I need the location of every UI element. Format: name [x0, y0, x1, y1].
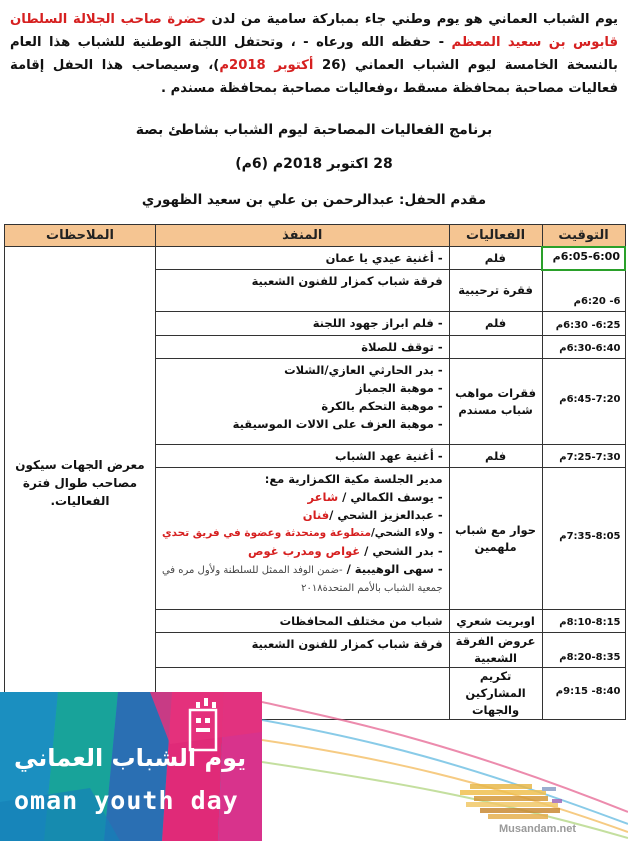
- executor-item: فرقة شباب كمزار للفنون الشعبية: [251, 274, 443, 288]
- dialogue-participant: [162, 560, 443, 596]
- table-header-row: [5, 225, 626, 247]
- activity-cell: فقرة ترحيبية: [449, 270, 542, 312]
- executor-cell: [155, 445, 449, 468]
- executor-cell: [155, 312, 449, 336]
- activity-cell: فلم: [449, 445, 542, 468]
- executor-item: - توقف للصلاة: [361, 340, 443, 354]
- executor-item: - أغنية عهد الشباب: [335, 449, 443, 463]
- executor-cell: [155, 610, 449, 633]
- executor-cell: [155, 359, 449, 445]
- time-cell: 8:10-8:15م: [542, 610, 625, 633]
- executor-cell: [155, 247, 449, 270]
- intro-text-3: )، وسيصاحب هذا الحفل إقامة فعاليات مصاحبة بمحافظة مسقط ،وفعاليات مصاحبة بمحافظة مسندم .: [10, 58, 618, 96]
- notes-cell: [5, 247, 156, 720]
- time-cell: 8:40- 9:15م: [542, 668, 625, 720]
- dialogue-participant: [162, 542, 443, 560]
- intro-text-1: يوم الشباب العماني هو يوم وطني جاء بمباركة سامية من لدن: [211, 12, 619, 27]
- header-executor: المنفذ: [155, 225, 449, 247]
- time-cell: 7:35-8:05م: [542, 468, 625, 610]
- activity-cell: فقرات مواهب شباب مسندم: [449, 359, 542, 445]
- participant-name: - يوسف الكمالي /: [342, 490, 443, 504]
- executor-cell: [155, 633, 449, 668]
- time-cell: 6:45-7:20م: [542, 359, 625, 445]
- header-notes: الملاحظات: [5, 225, 156, 247]
- header-activities: الفعاليات: [449, 225, 542, 247]
- dialogue-participant: [162, 506, 443, 524]
- activity-cell: فلم: [449, 312, 542, 336]
- time-cell: 6:05-6:00م: [542, 247, 625, 270]
- activity-cell: اوبريت شعري: [449, 610, 542, 633]
- participant-name: - سهى الوهيبية /: [346, 562, 443, 576]
- activity-cell: [449, 336, 542, 359]
- site-watermark: Musandam.net: [498, 823, 576, 835]
- dialogue-participant: [162, 524, 443, 542]
- decorative-waves: [262, 692, 628, 841]
- banner-arabic-title: يوم الشباب العماني: [14, 744, 247, 772]
- time-cell: 7:25-7:30م: [542, 445, 625, 468]
- participant-name: - بدر الشحي /: [364, 544, 443, 558]
- intro-text-2: - حفظه الله ورعاه - ، وتحتفل اللجنة الوطنية للشباب هذا العام بالنسخة الخامسة ليوم الشباب العماني (26: [10, 35, 619, 73]
- activity-cell: فلم: [449, 247, 542, 270]
- time-cell: 6:25- 6:30م: [542, 312, 625, 336]
- executor-item: - أغنية عيدي يا عمان: [325, 251, 443, 265]
- time-cell: 6:30-6:40م: [542, 336, 625, 359]
- participant-name: - عبدالعزيز الشحي /: [329, 508, 443, 522]
- executor-item: - موهبة العزف على الالات الموسيقية: [232, 417, 443, 431]
- activity-cell: عروض الفرقة الشعبية: [449, 633, 542, 668]
- header-time: التوقيت: [542, 225, 625, 247]
- dialogue-cell: [155, 468, 449, 610]
- executor-item: - بدر الحارثي العازي/الشلات: [284, 363, 443, 377]
- intro-king-title: حضرة صاحب الجلالة السلطان قابوس بن سعيد المعظم: [10, 12, 618, 50]
- time-cell: 6- 6:20م: [542, 270, 625, 312]
- activity-cell: حوار مع شباب ملهمين: [449, 468, 542, 610]
- intro-date: أكتوبر 2018م: [219, 58, 314, 73]
- time-cell: 8:20-8:35م: [542, 633, 625, 668]
- activity-cell: تكريم المشاركين والجهات: [449, 668, 542, 720]
- presenter-line: مقدم الحفل: عبدالرحمن بن علي بن سعيد الظهوري: [141, 192, 487, 208]
- executor-item: - موهبة التحكم بالكرة: [321, 399, 443, 413]
- participant-role: شاعر: [307, 490, 339, 504]
- executor-item: فرقة شباب كمزار للفنون الشعبية: [251, 637, 443, 651]
- executor-item: - فلم ابراز جهود اللجنة: [312, 316, 443, 330]
- table-row: [5, 247, 626, 270]
- participant-role: -ضمن الوفد الممثل للسلطنة ولأول مره في جمعية الشباب بالأمم المتحدة٢٠١٨: [161, 565, 443, 594]
- program-date: 28 اكتوبر 2018م (6م): [235, 156, 393, 172]
- oman-youth-day-banner: [0, 692, 262, 841]
- banner-english-title: oman youth day: [14, 786, 239, 815]
- executor-cell: [155, 336, 449, 359]
- schedule-table: [4, 224, 626, 720]
- participant-role: غواص ومدرب غوص: [248, 544, 361, 558]
- notes-text: معرض الجهات سيكون مصاحب طوال فترة الفعاليات.: [15, 458, 145, 508]
- sand-sculpture: [460, 784, 562, 819]
- executor-cell: [155, 270, 449, 312]
- executor-item: - موهبة الجمباز: [355, 381, 443, 395]
- executor-item: شباب من مختلف المحافظات: [279, 614, 443, 628]
- participant-name: - ولاء الشحي/: [370, 527, 443, 539]
- dialogue-moderator: مدير الجلسة مكية الكمزارية مع:: [264, 472, 443, 486]
- program-title: برنامج الفعاليات المصاحبة ليوم الشباب بشاطئ بصة: [135, 122, 493, 138]
- intro-paragraph: [10, 8, 618, 100]
- participant-role: فنان: [302, 508, 330, 522]
- dialogue-participant: [162, 488, 443, 506]
- participant-role: متطوعة ومتحدثة وعضوة في فريق تحدي: [161, 527, 371, 539]
